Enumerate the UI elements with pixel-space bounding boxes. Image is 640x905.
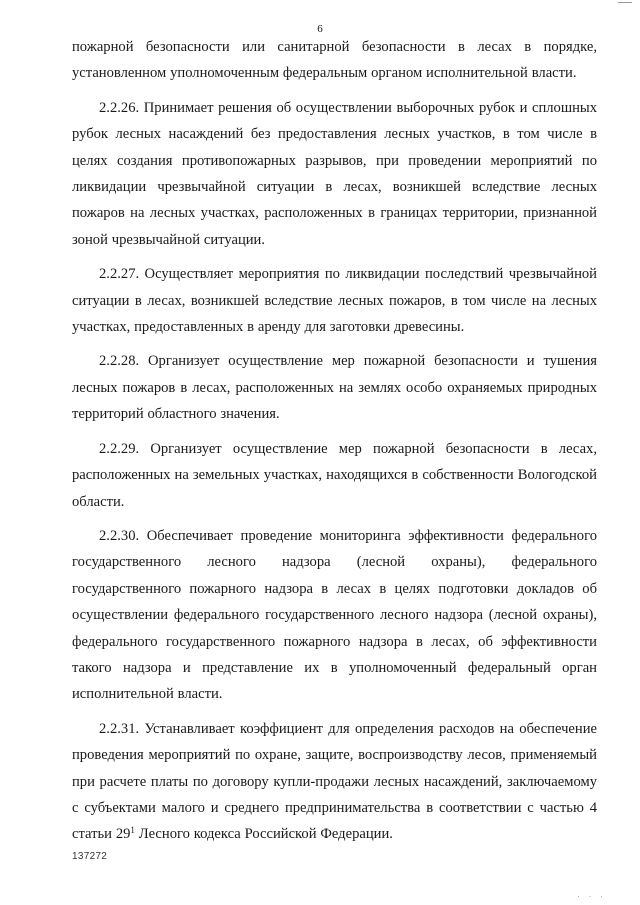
paragraph-2-2-28: 2.2.28. Организует осуществление мер пожарной безопасности и тушения лесных пожаров в лесах, расположенных на землях особо охраняемых природных территорий областного значения. [72, 353, 597, 423]
paragraph-2-2-31 [72, 716, 597, 848]
document-body [72, 34, 597, 856]
paragraph-continuation: пожарной безопасности или санитарной безопасности в лесах в порядке, установленном уполномоченным федеральным органом исполнительной власти. [72, 39, 597, 82]
paragraph-2-2-27: 2.2.27. Осуществляет мероприятия по ликвидации последствий чрезвычайной ситуации в лесах, возникшей вследствие лесных пожаров, в том числе на лесных участках, предоставленных в аренду для заготовки древесины. [72, 266, 597, 336]
paragraph-2-2-26: 2.2.26. Принимает решения об осуществлении выборочных рубок и сплошных рубок лесных насаждений без предоставления лесных участков, в том числе в целях создания противопожарных разрывов, при проведении мероприятий по ликвидации чрезвычайной ситуации в лесах, возникшей вследствие лесных пожаров на лесных участках, расположенных в границах территории, признанной зоной чрезвычайной ситуации. [72, 99, 597, 248]
paragraph-2-2-31-text: 2.2.31. Устанавливает коэффициент для определения расходов на обеспечение проведения мероприятий по охране, защите, воспроизводству лесов, применяемый при расчете платы по договору купли-продажи лесных насаждений, заключаемому с субъектами малого и среднего предпринимательства в соответствии с частью 4 статьи 29 [72, 720, 597, 843]
paragraph-2-2-31-tail: Лесного кодекса Российской Федерации. [134, 826, 393, 843]
paragraph-2-2-30: 2.2.30. Обеспечивает проведение мониторинга эффективности федерального государственного лесного надзора (лесной охраны), федерального государственного пожарного надзора в лесах в целях подготовки докладов об осуществлении федерального государственного лесного надзора (лесной охраны), федерального государственного пожарного надзора в лесах, об эффективности такого надзора и представление их в уполномоченный федеральный орган исполнительной власти. [72, 527, 597, 703]
page-number: 6 [317, 23, 323, 35]
article-superscript: 1 [130, 825, 135, 836]
document-footer-code: 137272 [72, 851, 108, 862]
scan-bottom-mark: · · · [577, 891, 606, 901]
paragraph-2-2-29: 2.2.29. Организует осуществление мер пожарной безопасности в лесах, расположенных на земельных участках, находящихся в собственности Вологодской области. [72, 440, 597, 510]
scan-corner-mark [618, 2, 632, 5]
